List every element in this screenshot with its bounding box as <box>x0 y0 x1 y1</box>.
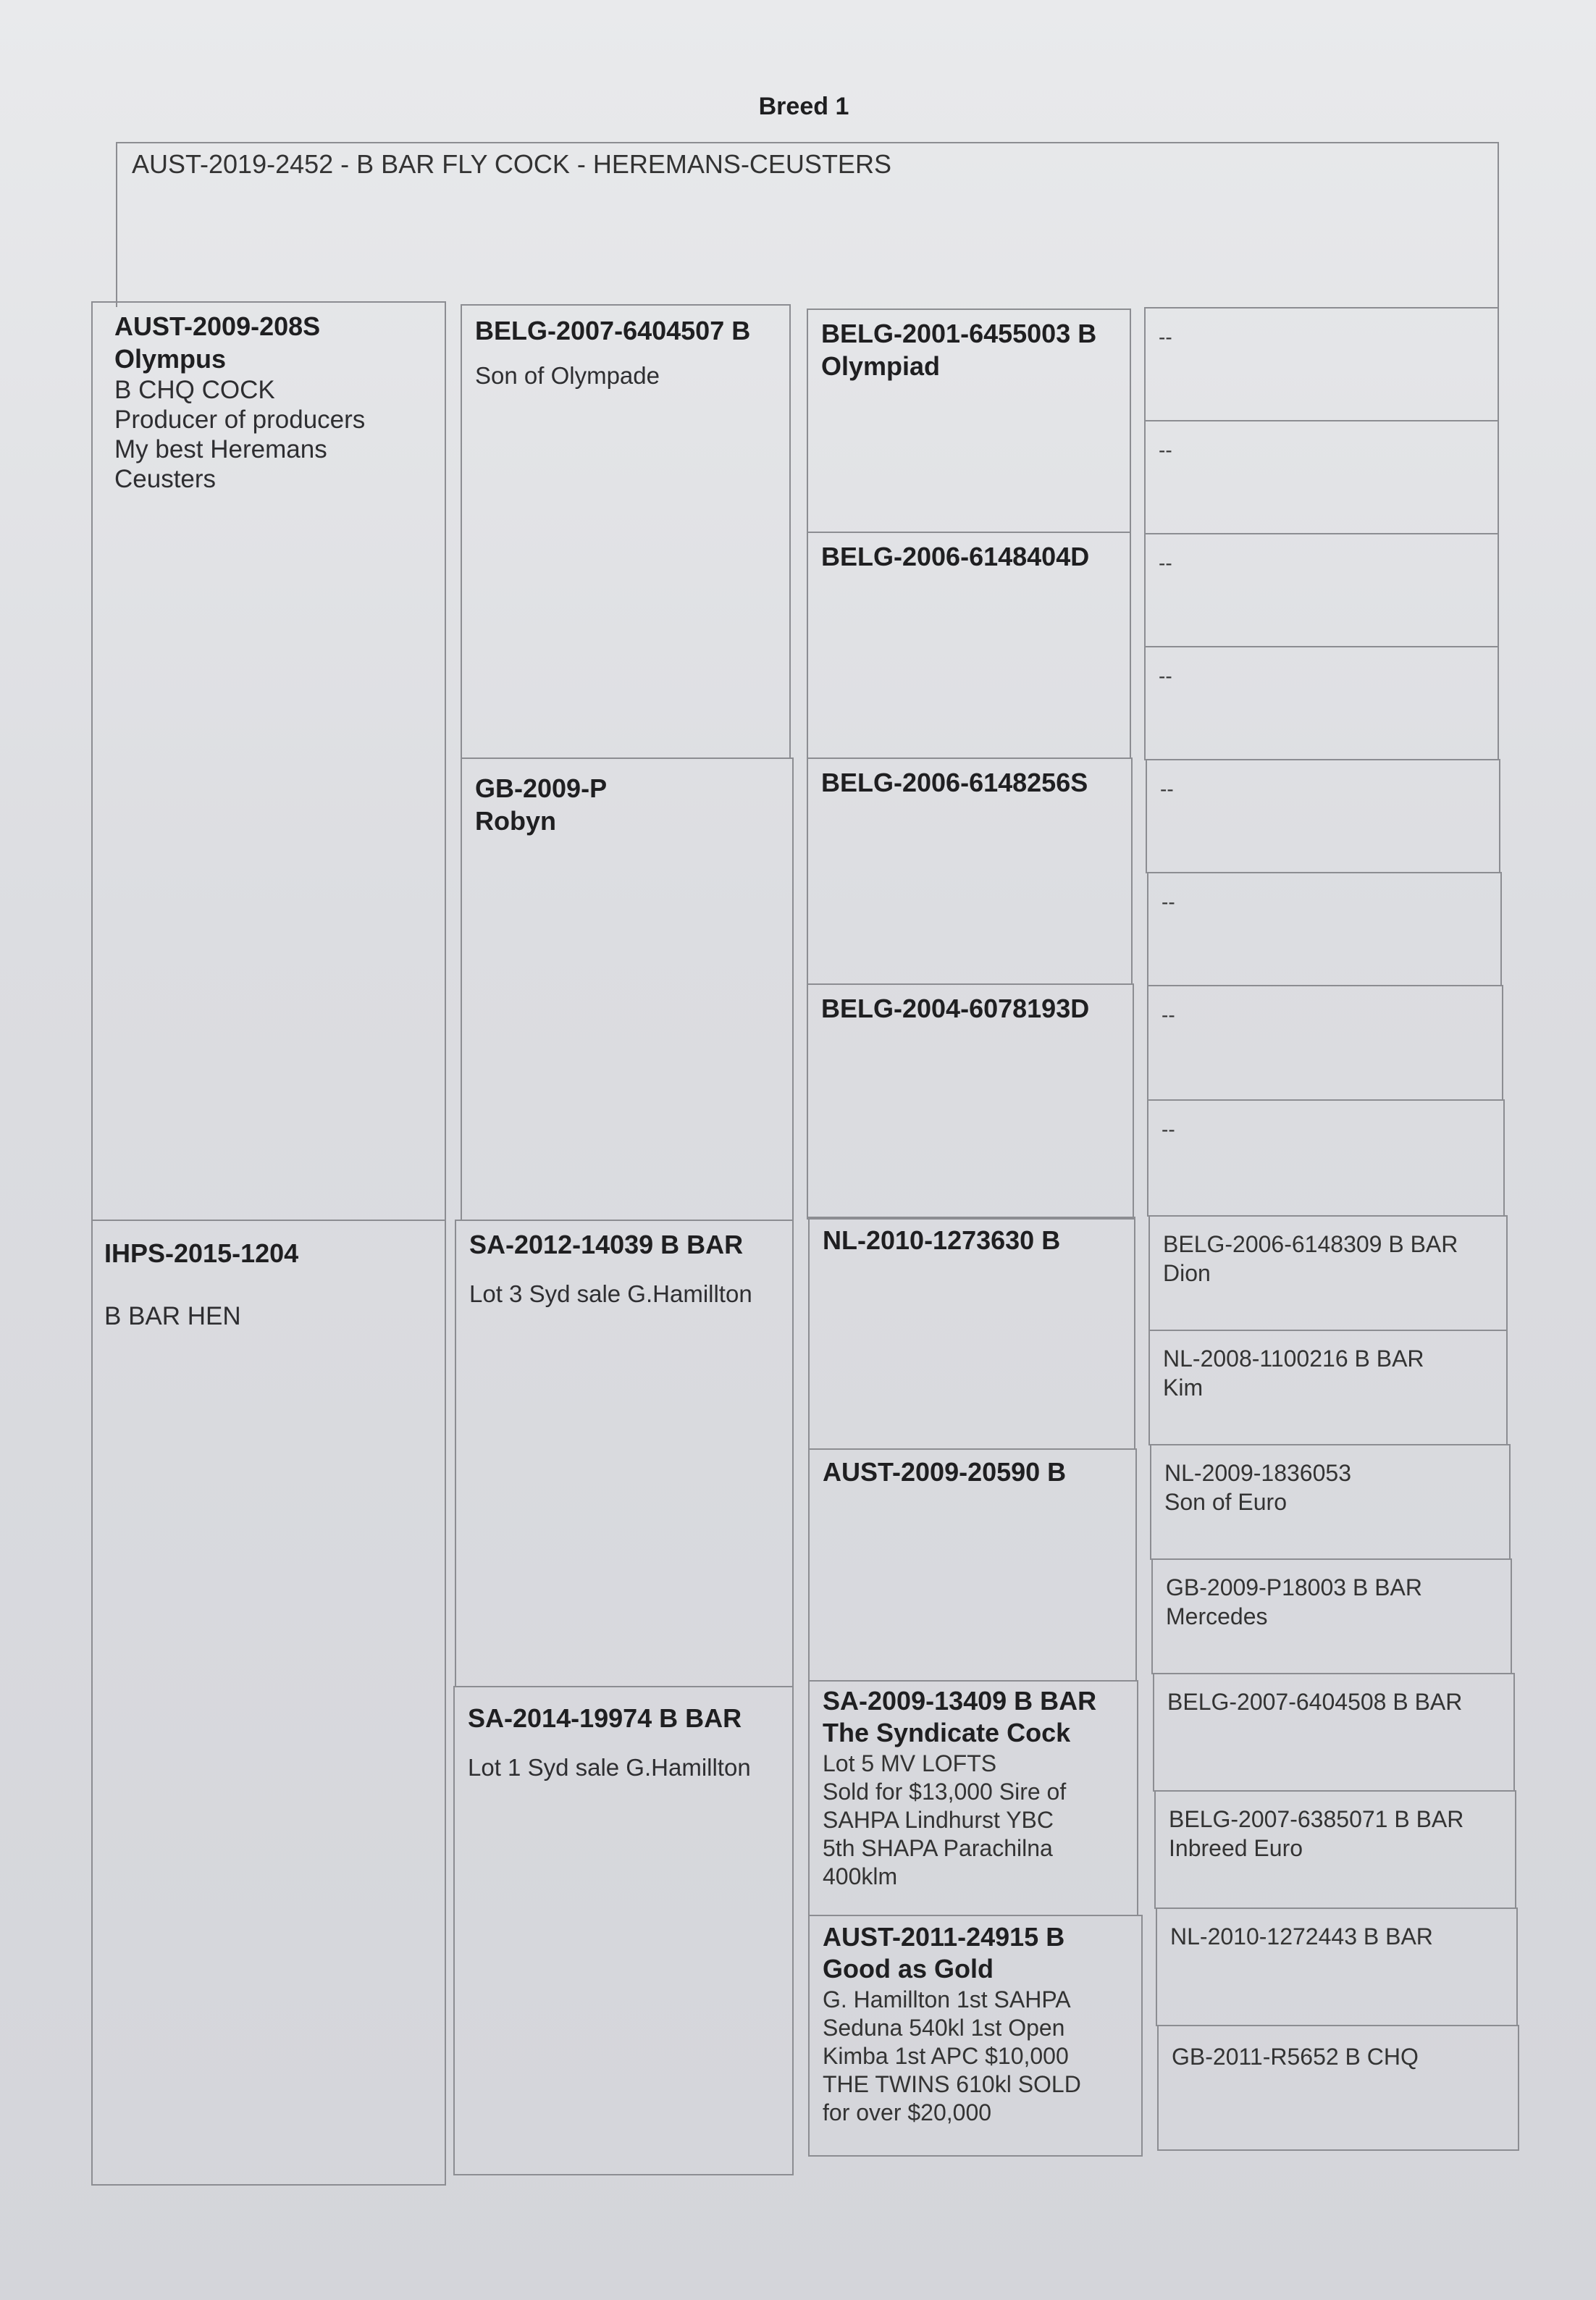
subject-label: AUST-2019-2452 - B BAR FLY COCK - HEREMANS-CEUSTERS <box>132 149 891 179</box>
gggp-cell <box>1154 1790 1516 1909</box>
sire-ring: AUST-2009-208S <box>114 311 321 341</box>
ggp-line: Sold for $13,000 Sire of <box>823 1779 1067 1805</box>
gggp-cell <box>1148 1215 1508 1331</box>
sire-line: My best Heremans <box>114 435 327 463</box>
great-grandparent-cell <box>807 983 1134 1220</box>
gggp-ring: NL-2010-1272443 B BAR <box>1170 1923 1433 1949</box>
grandparent-cell <box>461 304 791 759</box>
gggp-cell <box>1146 759 1500 873</box>
grandparent-name: Robyn <box>475 806 556 836</box>
ggp-ring: BELG-2006-6148404D <box>821 542 1090 571</box>
gggp-ring: NL-2009-1836053 <box>1164 1460 1351 1486</box>
gggp-cell <box>1144 533 1499 647</box>
gggp-cell <box>1156 1907 1518 2026</box>
gggp-ring: BELG-2007-6404508 B BAR <box>1167 1689 1463 1715</box>
grandparent-note: Son of Olympade <box>475 362 660 389</box>
gggp-cell <box>1144 646 1499 760</box>
dam-cell <box>91 1221 446 2184</box>
gggp-cell <box>1150 1444 1511 1560</box>
ggp-ring: AUST-2009-20590 B <box>823 1457 1067 1487</box>
gggp-label: -- <box>1160 778 1174 800</box>
great-grandparent-cell <box>808 1448 1137 1682</box>
grandparent-ring: SA-2012-14039 B BAR <box>469 1230 744 1259</box>
gggp-name: Kim <box>1163 1374 1204 1401</box>
gggp-label: -- <box>1162 1004 1175 1026</box>
gggp-cell <box>1144 420 1499 534</box>
ggp-line: Lot 5 MV LOFTS <box>823 1750 997 1776</box>
gggp-cell <box>1153 1673 1515 1792</box>
grandparent-note: Lot 3 Syd sale G.Hamillton <box>469 1280 752 1307</box>
dam-ring: IHPS-2015-1204 <box>104 1238 299 1268</box>
gggp-name: Dion <box>1163 1260 1211 1286</box>
great-grandparent-cell <box>807 309 1131 533</box>
sire-cell <box>101 301 446 1221</box>
gggp-cell <box>1147 985 1503 1101</box>
gggp-label: -- <box>1159 439 1172 461</box>
grandparent-cell <box>453 1686 794 2175</box>
gggp-label: -- <box>1162 1118 1175 1141</box>
ggp-name: The Syndicate Cock <box>823 1718 1071 1747</box>
grandparent-ring: SA-2014-19974 B BAR <box>468 1703 742 1733</box>
grandparent-note: Lot 1 Syd sale G.Hamillton <box>468 1754 751 1781</box>
gggp-ring: BELG-2006-6148309 B BAR <box>1163 1231 1458 1257</box>
gggp-name: Son of Euro <box>1164 1489 1287 1515</box>
gggp-label: -- <box>1159 552 1172 574</box>
gggp-cell <box>1157 2025 1519 2151</box>
gggp-label: -- <box>1162 891 1175 913</box>
ggp-ring: BELG-2006-6148256S <box>821 768 1088 797</box>
ggp-ring: AUST-2011-24915 B <box>823 1922 1065 1952</box>
gggp-cell <box>1147 1099 1505 1217</box>
ggp-line: 400klm <box>823 1863 898 1889</box>
gggp-ring: NL-2008-1100216 B BAR <box>1163 1346 1424 1372</box>
gggp-label: -- <box>1159 326 1172 348</box>
document-title: Breed 1 <box>758 93 849 120</box>
ggp-name: Good as Gold <box>823 1954 994 1984</box>
gggp-label: -- <box>1159 665 1172 687</box>
ggp-ring: SA-2009-13409 B BAR <box>823 1686 1097 1716</box>
grandparent-cell <box>461 757 794 1221</box>
gggp-name: Inbreed Euro <box>1169 1835 1303 1861</box>
great-grandparent-cell <box>808 1915 1143 2157</box>
great-grandparent-cell <box>807 757 1133 985</box>
grandparent-cell <box>455 1220 794 1687</box>
sire-line: Producer of producers <box>114 406 366 434</box>
ggp-ring: NL-2010-1273630 B <box>823 1225 1061 1255</box>
sire-line: Ceusters <box>114 465 217 493</box>
grandparent-ring: BELG-2007-6404507 B <box>475 316 751 345</box>
ggp-name: Olympiad <box>821 351 941 381</box>
ggp-line: SAHPA Lindhurst YBC <box>823 1807 1054 1833</box>
ggp-ring: BELG-2001-6455003 B <box>821 319 1097 348</box>
great-grandparent-cell <box>807 532 1131 759</box>
great-grandparent-cell <box>808 1680 1138 1916</box>
gggp-cell <box>1148 1330 1508 1445</box>
gggp-cell <box>1151 1558 1512 1674</box>
ggp-line: Kimba 1st APC $10,000 <box>823 2043 1069 2069</box>
ggp-line: G. Hamillton 1st SAHPA <box>823 1986 1071 2012</box>
sire-name: Olympus <box>114 344 227 374</box>
sire-line: B CHQ COCK <box>114 376 275 404</box>
dam-desc: B BAR HEN <box>104 1302 241 1330</box>
gggp-name: Mercedes <box>1166 1603 1268 1629</box>
gggp-ring: GB-2009-P18003 B BAR <box>1166 1574 1422 1600</box>
ggp-line: 5th SHAPA Parachilna <box>823 1835 1053 1861</box>
great-grandparent-cell <box>808 1217 1135 1450</box>
ggp-ring: BELG-2004-6078193D <box>821 994 1090 1023</box>
gggp-cell <box>1144 307 1499 421</box>
ggp-line: THE TWINS 610kl SOLD <box>823 2071 1081 2097</box>
ggp-line: Seduna 540kl 1st Open <box>823 2015 1065 2041</box>
gggp-cell <box>1147 872 1502 986</box>
gggp-ring: BELG-2007-6385071 B BAR <box>1169 1806 1464 1832</box>
grandparent-ring: GB-2009-P <box>475 773 608 803</box>
ggp-line: for over $20,000 <box>823 2099 992 2125</box>
gggp-ring: GB-2011-R5652 B CHQ <box>1172 2044 1419 2070</box>
